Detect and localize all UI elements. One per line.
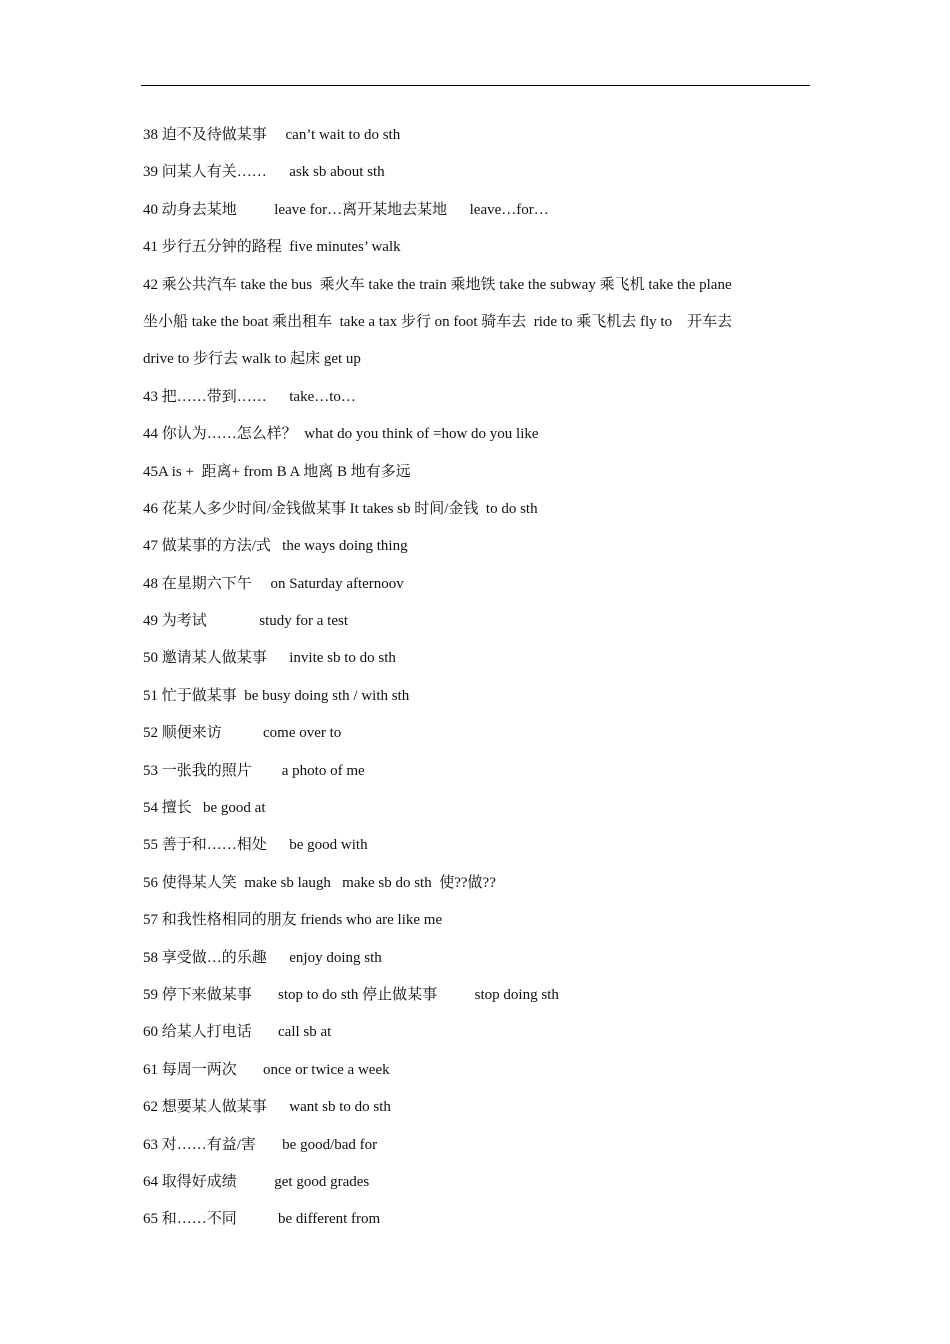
list-item: 58 享受做…的乐趣 enjoy doing sth xyxy=(143,949,382,966)
list-item: 49 为考试 study for a test xyxy=(143,613,348,630)
list-item: 52 顺便来访 come over to xyxy=(143,725,342,742)
list-item: 56 使得某人笑 make sb laugh make sb do sth 使??做?? xyxy=(143,874,496,891)
list-item: 46 花某人多少时间/金钱做某事 It takes sb 时间/金钱 to do sth xyxy=(143,500,538,517)
list-item: 43 把……带到…… take…to… xyxy=(143,388,356,405)
list-item: 50 邀请某人做某事 invite sb to do sth xyxy=(143,650,396,667)
list-item: 54 擅长 be good at xyxy=(143,800,266,817)
list-item: 64 取得好成绩 get good grades xyxy=(143,1173,370,1190)
list-item: 57 和我性格相同的朋友 friends who are like me xyxy=(143,912,443,929)
list-item-continuation: drive to 步行去 walk to 起床 get up xyxy=(143,351,361,368)
list-item: 51 忙于做某事 be busy doing sth / with sth xyxy=(143,687,410,704)
list-item: 44 你认为……怎么样？ what do you think of =how do you like xyxy=(143,426,539,443)
list-item: 45A is + 距离+ from B A 地离 B 地有多远 xyxy=(143,463,411,480)
list-item: 63 对……有益/害 be good/bad for xyxy=(143,1136,378,1153)
list-item: 48 在星期六下午 on Saturday afternoov xyxy=(143,575,404,592)
list-item: 62 想要某人做某事 want sb to do sth xyxy=(143,1099,391,1116)
list-item: 39 问某人有关…… ask sb about sth xyxy=(143,164,385,181)
list-item: 41 步行五分钟的路程 five minutes’ walk xyxy=(143,239,401,256)
list-item: 53 一张我的照片 a photo of me xyxy=(143,762,365,779)
list-item: 65 和……不同 be different from xyxy=(143,1211,381,1228)
list-item: 59 停下来做某事 stop to do sth 停止做某事 stop doing sth xyxy=(143,986,559,1003)
list-item: 55 善于和……相处 be good with xyxy=(143,837,368,854)
list-item: 42 乘公共汽车 take the bus 乘火车 take the train 乘地铁 take the subway 乘飞机 take the plane xyxy=(143,276,732,293)
list-item: 47 做某事的方法/式 the ways doing thing xyxy=(143,538,408,555)
list-item-continuation: 坐小船 take the boat 乘出租车 take a tax 步行 on foot 骑车去 ride to 乘飞机去 fly to 开车去 xyxy=(143,313,733,330)
list-item: 61 每周一两次 once or twice a week xyxy=(143,1061,390,1078)
list-item: 60 给某人打电话 call sb at xyxy=(143,1024,332,1041)
header-rule xyxy=(141,85,810,86)
list-item: 38 迫不及待做某事 can’t wait to do sth xyxy=(143,127,401,143)
phrase-list xyxy=(143,122,813,1244)
list-item: 40 动身去某地 leave for…离开某地去某地 leave…for… xyxy=(143,201,549,218)
